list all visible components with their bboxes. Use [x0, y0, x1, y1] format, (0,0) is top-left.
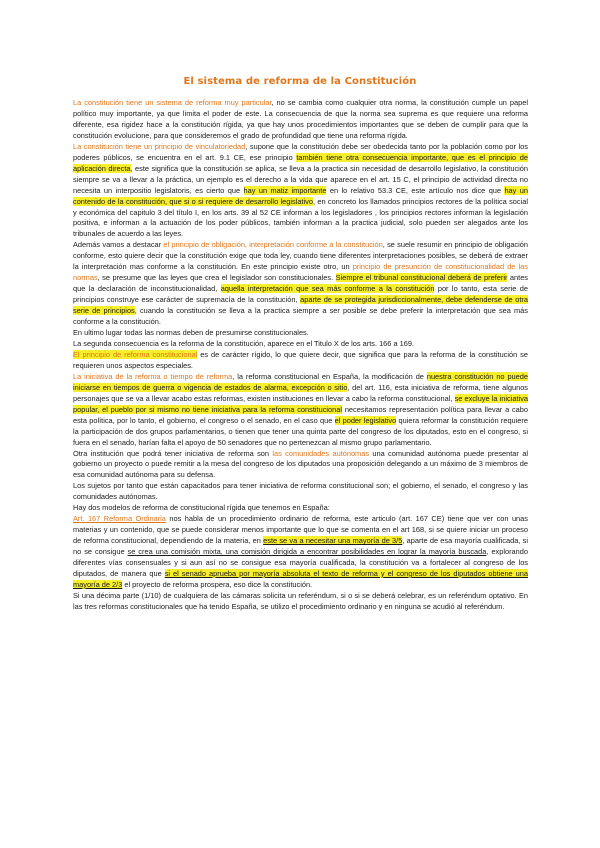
- paragraph-comunidades-autonomas: [73, 449, 528, 482]
- paragraph-presuncion: [73, 328, 528, 339]
- text-run: antes que la declaración de inconstitucionalidad,: [73, 273, 529, 294]
- paragraph-reforma-ordinaria: [73, 514, 528, 591]
- text-run: , se presume que las leyes que crea el legislador son constitucionales.: [97, 273, 336, 283]
- text-run: , se suele resumir en principio de obligación conforme, esto quiere decir que la constitución exige que toda ley, cuando tiene diferentes interpretaciones posibles, se deberá de extraer la interpretación mas conforme a la constitución. En este principio existe otro, un: [73, 240, 528, 272]
- text-run: , cuando la constitución se lleva a la practica siempre a ser posible se debe preferir la interpretación que sea más conforme a la constitución.: [73, 306, 528, 327]
- document-body: [73, 98, 528, 613]
- document-title: El sistema de reforma de la Constitución: [183, 76, 417, 87]
- paragraph-interpretacion-conforme: [73, 240, 528, 328]
- text-run: , no se cambia como cualquier otra norma, la constitución cumple un papel político muy importante, ya que limita el poder de este. La consecuencia de que la norma sea suprema es que requiere una reforma diferente, esa rigidez hace a la constitución rígida, ya que hay unos procedimientos importantes que se deben de cumplir para que la constitución evolucione, para que consideremos el grado de profundidad que tiene una reforma rígida.: [73, 98, 528, 140]
- text-run: en lo relativo 53.3 CE, este artículo nos dice que: [326, 185, 505, 195]
- text-run: nuestra constitución no puede iniciarse en tiempos de guerra o vigencia de estados de alarma, excepción o sitio: [73, 371, 528, 392]
- text-run: Además vamos a destacar: [73, 240, 164, 250]
- text-run: La segunda consecuencia es la reforma de la constitución, aparece en el Titulo X de los arts. 166 a 169.: [73, 338, 415, 348]
- text-run: Los sujetos por tanto que están capacitados para tener iniciativa de reforma constitucional son; el gobierno, el senado, el congreso y las comunidades autónomas.: [73, 481, 528, 502]
- text-run: también tiene otra consecuencia importante, que es el principio de aplicación directa: [73, 152, 529, 173]
- text-run: hay un matiz importante: [243, 185, 327, 195]
- paragraph-referendum: [73, 591, 528, 613]
- text-run: se crea una comisión mixta, una comisión dirigida a encontrar posibilidades en lograr la mayoría buscada: [127, 547, 487, 557]
- paragraph-modelos: [73, 503, 528, 514]
- text-run: , en concreto los llamados principios rectores de la política social y económica del capitulo 3 del título I, en los arts. 39 al 52 CE informan a los legisladores , los principios rectores informan la legislación positiva, e informan a la actuación de los poder públicos, también informan a la practica judicial, solo pueden ser alegados ante los tribunales de acuerdo a las leyes.: [73, 196, 528, 239]
- text-run: aparte de se protegida jurisdiccionalmente, debe defenderse de otra serie de principios: [73, 295, 528, 316]
- text-run: El principio de reforma constitucional: [73, 349, 198, 359]
- paragraph-reforma-particular: [73, 98, 528, 142]
- text-run: el poder legislativo: [334, 415, 397, 425]
- paragraph-principio-reforma: [73, 350, 528, 372]
- text-run: , supone que la constitución debe ser obedecida tanto por la población como por los poderes públicos, se encuentra en el art. 9.1 CE, ese principio: [73, 141, 528, 162]
- paragraph-segunda-consecuencia: [73, 339, 528, 350]
- text-run: aquella interpretación que sea más conforme a la constitución: [220, 284, 435, 294]
- text-run: hay un contenido de la constitución, que si o si requiere de desarrollo legislativo: [73, 185, 528, 206]
- text-run: se excluye la iniciativa popular, el pueblo por si mismo no tiene iniciativa para la reforma constitucional: [73, 393, 528, 414]
- text-run: Hay dos modelos de reforma de constitucional rígida que tenemos en España:: [73, 503, 330, 513]
- text-run: , del art. 116, esta iniciativa de reforma, tiene algunos personajes que se va a llevar acabo estas reformas, existen instituciones en llevar a cabo la reforma constitucional,: [73, 382, 529, 403]
- text-run: , explorando diferentes vías consensuales y si aun así no se consigue esa mayoría cualificada, la constitución va a fortalecer al congreso de los diputados, de manera que: [73, 547, 528, 578]
- text-run: por lo tanto, esta serie de principios construye ese carácter de supremacía de la constitución,: [73, 284, 528, 305]
- paragraph-vinculatoriedad: [73, 142, 528, 241]
- text-run: este se va a necesitar una mayoría de 3/5: [263, 536, 403, 546]
- text-run: , este significa que la constitución se aplica, se lleva a la practica sin necesidad de desarrollo legislativo, la constitución siempre se va a llevar a la práctica, un ejemplo es el derecho a la vida que aparece en el art. 15 C, el principio de actividad directa no necesita un interpositio legislatoris, es cierto que: [73, 163, 528, 195]
- text-run: es de carácter rígido, lo que quiere decir, que significa que para la reforma de la constitución se requieren unos aspectos especiales.: [73, 349, 528, 370]
- paragraph-iniciativa-reforma: [73, 372, 528, 449]
- text-run: , la reforma constitucional en España, la modificación de: [232, 371, 427, 381]
- text-run: necesitamos representación política para llevar a cabo esta política, por lo tanto, el gobierno, el congreso o el senado, en el caso que: [73, 404, 529, 425]
- text-run: el principio de obligación, interpretación conforme a la constitución: [163, 240, 383, 250]
- text-run: Si una décima parte (1/10) de cualquiera de las cámaras solicita un referéndum, si o si se deberá celebrar, es un referéndum optativo. En las tres reformas constitucionales que ha tenido España, se utilizo el procedimiento ordinario y en ninguna se acudió al referéndum.: [73, 590, 528, 611]
- text-run: En ultimo lugar todas las normas deben de presumirse constitucionales.: [73, 328, 309, 338]
- text-run: La constitución tiene un sistema de reforma muy particular: [73, 98, 272, 107]
- text-run: el proyecto de reforma prospera, eso dice la constitución.: [122, 579, 313, 589]
- text-run: las comunidades autónomas: [272, 448, 370, 458]
- text-run: si el senado aprueba por mayoría absoluta el texto de reforma y el congreso de los diputados obtiene una mayoría de 2/3: [73, 568, 528, 589]
- paragraph-sujetos: [73, 481, 528, 503]
- text-run: Otra institución que podrá tener iniciativa de reforma son: [73, 448, 273, 458]
- text-run: , aparte de esa mayoría cualificada, si no se consigue: [73, 536, 528, 557]
- text-run: nos habla de un procedimiento ordinario de reforma, este articulo (art. 167 CE) tiene que ver con unas materias y un contenido, que se puede considerar menos importante que lo que se comenta en el art 168, si se quiere iniciar un proceso de reforma constitucional, dependiendo de la materia, en: [73, 514, 528, 546]
- text-run: Siempre el tribunal constitucional deberá de preferir: [335, 273, 508, 283]
- text-run: Art. 167 Reforma Ordinaria: [73, 514, 166, 524]
- text-run: quiera reformar la constitución requiere la participación de dos grupos parlamentarios, o tienen que tener una quinta parte del congreso de los diputados, esto en el congreso, si fuera en el senado, harían falta el apoyo de 50 senadores que no pertenezcan al mismo grupo parlamentario.: [73, 415, 528, 447]
- text-run: principio de presunción de constitucionalidad de las normas: [73, 262, 528, 283]
- text-run: La iniciativa de la reforma o tiempo de reforma: [73, 371, 233, 381]
- text-run: La constitución tiene un principio de vinculatoriedad: [73, 141, 246, 151]
- text-run: una comunidad autónoma puede presentar al gobierno un proyecto o puede remitir a la mesa del congreso de los diputados una proposición delegando a un máximo de 3 miembros de esa comunidad autónoma para su defensa.: [73, 448, 528, 480]
